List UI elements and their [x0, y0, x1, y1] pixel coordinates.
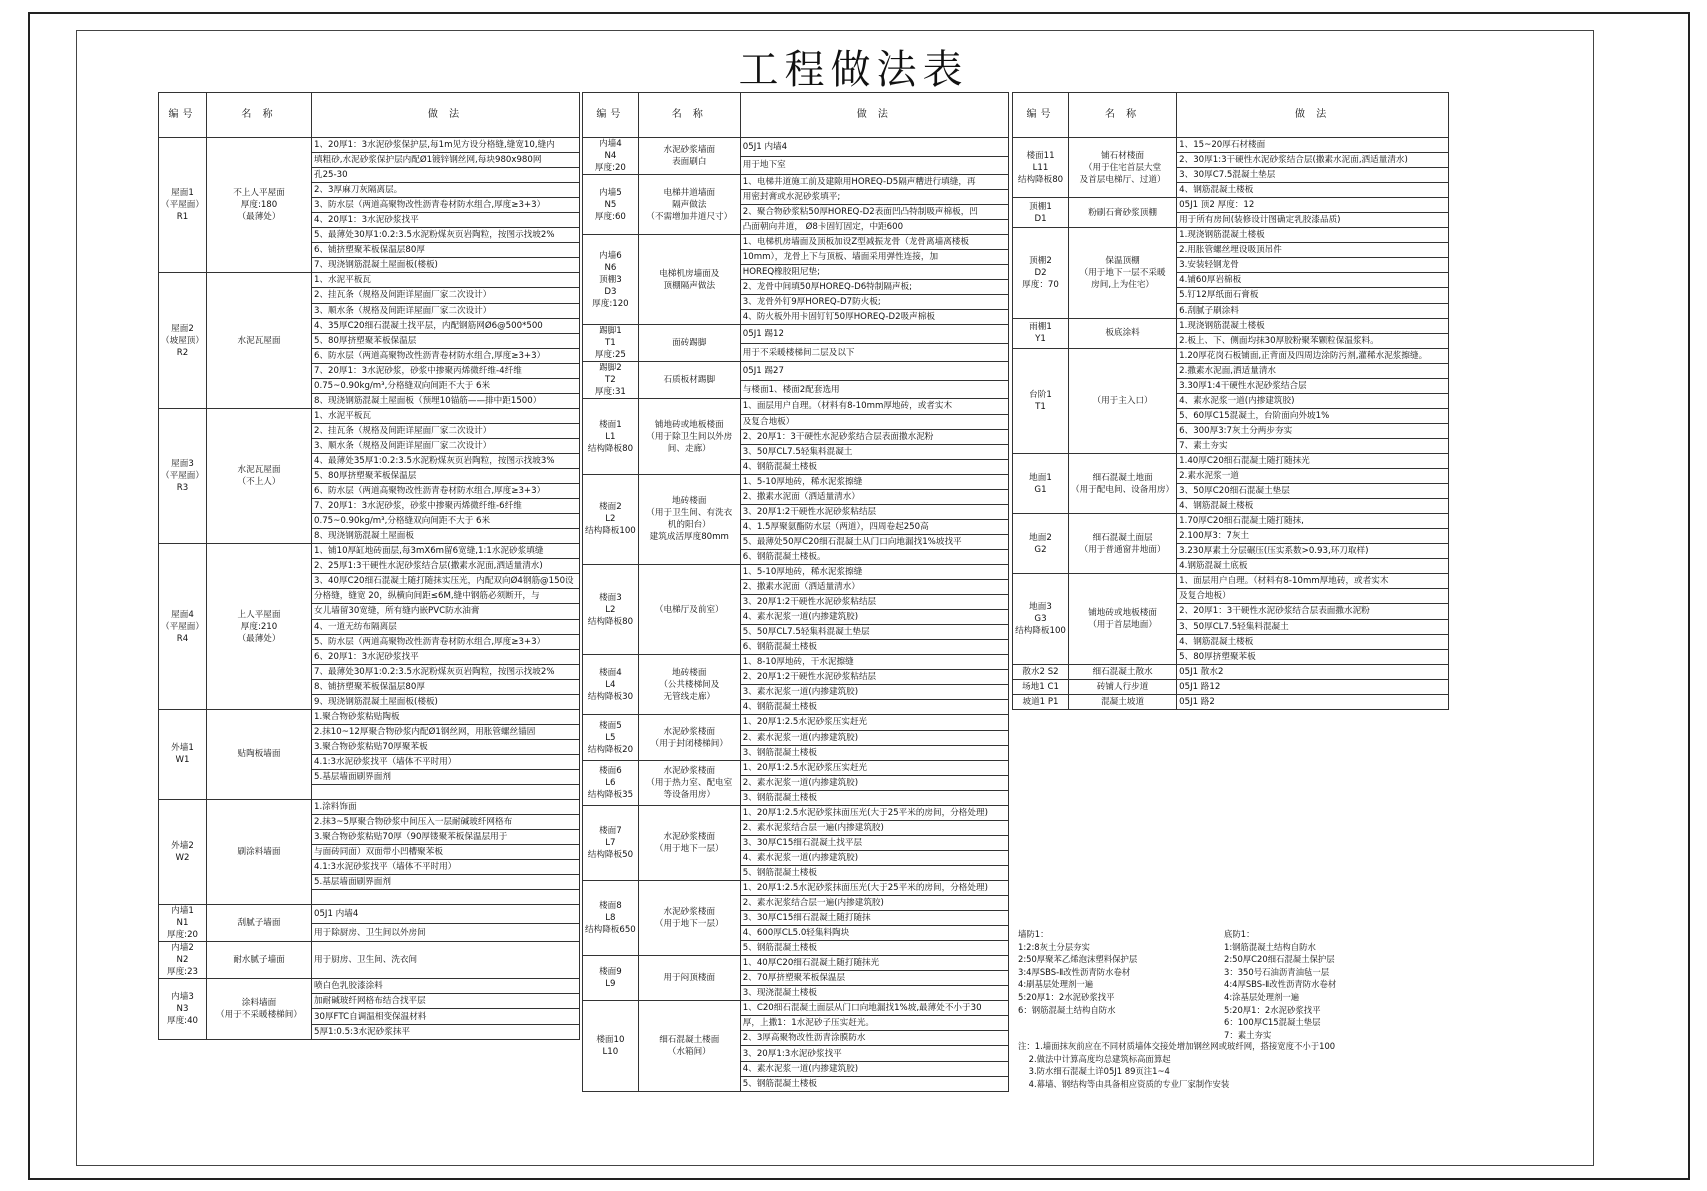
table-row [159, 273, 580, 288]
table-row [159, 408, 580, 423]
method-step: 05J1 踢27 [740, 362, 1008, 381]
method-step: 2、20厚1：3干硬性水泥砂浆结合层表面撒水泥粉 [740, 429, 1008, 444]
general-notes: 注：1.墙面抹灰前应在不同材质墙体交接处增加钢丝网或玻纤网，搭接宽度不小于100 2.做法中计算高度均总建筑标高面算起 3.防水细石混凝土详05J1 89页注1~4 4.幕墙、钢结构等由具备相应资质的专业厂家制作安装 [1018, 1041, 1336, 1089]
item-code: 场地1 C1 [1013, 679, 1069, 694]
table-row [583, 138, 1009, 157]
item-code: 楼面3 L2 结构降板80 [583, 564, 639, 654]
method-step: 1、面层用户自理。（材料有8-10mm厚地砖，或者实木 [740, 399, 1008, 414]
method-step: 与楼面1、楼面2配套选用 [740, 380, 1008, 399]
method-step: 2.撒素水泥面,洒适量清水 [1177, 363, 1449, 378]
method-step: 6、铺挤塑聚苯板保温层80厚 [312, 243, 580, 258]
method-step: 厚，上撒1：1水泥砂子压实赶光。 [740, 1016, 1008, 1031]
method-step: 4、防火板外用卡固钉钉50厚HOREQ-D2吸声棉板 [740, 310, 1008, 325]
item-code: 顶棚2 D2 厚度：70 [1013, 228, 1069, 318]
table-row [583, 655, 1009, 670]
method-step: 6、钢筋混凝土楼板。 [740, 549, 1008, 564]
method-step: 3、40厚C20细石混凝土随打随抹实压光，内配双向Ø4钢筋@150设 [312, 574, 580, 589]
item-name: 砖铺人行步道 [1069, 679, 1177, 694]
item-name: 地砖楼面 （用于卫生间、有洗衣 机的阳台） 建筑成活厚度80mm [638, 474, 740, 564]
table-row [583, 1001, 1009, 1016]
item-code: 踢脚2 T2 厚度:31 [583, 362, 639, 399]
method-step: 4、1.5厚聚氨酯防水层（两道），四周卷起250高 [740, 519, 1008, 534]
method-step: 7、最薄处30厚1:0.2:3.5水泥粉煤灰页岩陶粒，按图示找坡2% [312, 664, 580, 679]
method-step: 孔25-30 [312, 168, 580, 183]
method-step: 3、50厚CL7.5轻集料混凝土 [740, 444, 1008, 459]
header-method: 做 法 [740, 93, 1008, 138]
item-code: 楼面8 L8 结构降板650 [583, 880, 639, 955]
method-step: 5、最薄处30厚1:0.2:3.5水泥粉煤灰页岩陶粒，按图示找坡2% [312, 228, 580, 243]
item-code: 内墙4 N4 厚度:20 [583, 138, 639, 175]
method-step: 2.用胀管螺丝埋设吸顶吊件 [1177, 243, 1449, 258]
method-step: 用于地下室 [740, 156, 1008, 175]
item-name: 涂料墙面 （用于不采暖楼梯间） [207, 979, 312, 1039]
item-code: 坡道1 P1 [1013, 694, 1069, 709]
method-step: 3、20厚1:3水泥砂浆找平 [740, 1046, 1008, 1061]
table-row [1013, 514, 1449, 529]
method-step: 2、挂瓦条（规格及间距详屋面厂家二次设计） [312, 288, 580, 303]
item-name: 水泥砂浆墙面 表面刷白 [638, 138, 740, 175]
method-step: 0.75~0.90kg/m³,分格缝双向间距不大于 6米 [312, 514, 580, 529]
method-step: 3、钢筋混凝土楼板 [740, 745, 1008, 760]
item-name: 电梯井道墙面 隔声做法 （不需增加井道尺寸） [638, 175, 740, 235]
method-step: 4、素水泥浆一道(内掺建筑胶) [1177, 393, 1449, 408]
item-name: （电梯厅及前室） [638, 564, 740, 654]
method-step: 1、电梯机房墙面及顶板加设Z型减振龙骨（龙骨离墙离楼板 [740, 235, 1008, 250]
item-code: 屋面3 （平屋面） R3 [159, 408, 207, 543]
item-name: 水泥砂浆楼面 （用于地下一层） [638, 805, 740, 880]
method-step: 4、一道无纺布隔离层 [312, 619, 580, 634]
item-name: 刮腻子墙面 [207, 905, 312, 942]
method-step: 4、钢筋混凝土楼板 [740, 459, 1008, 474]
table-row [583, 362, 1009, 381]
header-row [159, 93, 580, 138]
table-row [583, 956, 1009, 971]
method-table [1012, 92, 1449, 710]
method-step: 2、素水泥浆一道(内掺建筑胶) [740, 730, 1008, 745]
item-code: 楼面4 L4 结构降板30 [583, 655, 639, 715]
item-name: 水泥砂浆楼面 （用于封闭楼梯间） [638, 715, 740, 760]
item-name: （用于主入口） [1069, 348, 1177, 453]
method-step: 1、20厚1:2.5水泥砂浆抹面压光(大于25平米的房间，分格处理) [740, 880, 1008, 895]
method-step: 3、50厚C20细石混凝土垫层 [1177, 484, 1449, 499]
table-row [1013, 348, 1449, 363]
table-row [1013, 453, 1449, 468]
item-name: 水泥瓦屋面 （不上人） [207, 408, 312, 543]
method-step: 1、水泥平板瓦 [312, 408, 580, 423]
method-step: 2、素水泥浆结合层一遍(内掺建筑胶) [740, 820, 1008, 835]
method-step: 加耐碱玻纤网格布结合找平层 [312, 994, 580, 1009]
table-row [583, 715, 1009, 730]
method-step: 1、电梯井道施工前及建隙用HOREQ-D5隔声糟进行填缝，再 [740, 175, 1008, 190]
method-step: 3、30厚C15细石混凝土随打随抹 [740, 911, 1008, 926]
method-step: 7、现浇钢筋混凝土屋面板(楼板) [312, 258, 580, 273]
item-code: 内墙2 N2 厚度:23 [159, 942, 207, 979]
item-code: 外墙2 W2 [159, 800, 207, 905]
item-code: 内墙3 N3 厚度:40 [159, 979, 207, 1039]
method-step [312, 890, 580, 905]
method-step: 1、40厚C20细石混凝土随打随抹光 [740, 956, 1008, 971]
method-step: 3、顺水条（规格及间距详屋面厂家二次设计） [312, 438, 580, 453]
table-column-2 [582, 92, 1009, 1092]
item-name: 石质板材踢脚 [638, 362, 740, 399]
method-step: HOREQ橡胶阻尼垫; [740, 265, 1008, 280]
method-step: 及复合地板） [740, 414, 1008, 429]
method-step: 1、铺10厚缸地砖面层,每3mX6m留6宽缝,1:1水泥砂浆填缝 [312, 544, 580, 559]
item-code: 内墙5 N5 厚度:60 [583, 175, 639, 235]
item-code: 顶棚1 D1 [1013, 198, 1069, 228]
method-step: 3.安装轻钢龙骨 [1177, 258, 1449, 273]
method-step: 3、30厚C7.5混凝土垫层 [1177, 168, 1449, 183]
method-step: 4.1:3水泥砂浆找平（墙体不平时用） [312, 860, 580, 875]
method-step: 0.75~0.90kg/m³,分格缝双向间距不大于 6米 [312, 378, 580, 393]
item-code: 内墙1 N1 厚度:20 [159, 905, 207, 942]
method-step: 7、20厚1：3水泥砂浆，砂浆中掺聚丙烯微纤维-6纤维 [312, 499, 580, 514]
item-name: 面砖踢脚 [638, 325, 740, 362]
method-step: 6.刮腻子刷涂料 [1177, 303, 1449, 318]
table-row [159, 138, 580, 153]
method-step: 3、20厚1:2干硬性水泥砂浆粘结层 [740, 595, 1008, 610]
method-step: 1.聚合物砂浆粘贴陶板 [312, 709, 580, 724]
item-code: 散水2 S2 [1013, 664, 1069, 679]
table-row [583, 760, 1009, 775]
item-name: 水泥瓦屋面 [207, 273, 312, 408]
method-step: 1、5-10厚地砖，稀水泥浆擦缝 [740, 564, 1008, 579]
method-step: 5.基层墙面刷界面剂 [312, 875, 580, 890]
method-step: 8、现浇钢筋混凝土屋面板 [312, 529, 580, 544]
item-name: 电梯机房墙面及 顶棚隔声做法 [638, 235, 740, 325]
method-step: 1、C20细石混凝土面层从门口向地漏找1%坡,最薄处不小于30 [740, 1001, 1008, 1016]
item-name: 铺地砖或地板楼面 （用于除卫生间以外房 间、走廊） [638, 399, 740, 474]
item-name: 混凝土坡道 [1069, 694, 1177, 709]
method-step: 5.钉12厚纸面石膏板 [1177, 288, 1449, 303]
method-step: 4、素水泥浆一道(内掺建筑胶) [740, 1061, 1008, 1076]
method-step: 10mm），龙骨上下与顶板、墙面采用弹性连接，加 [740, 250, 1008, 265]
method-step: 3、现浇混凝土楼板 [740, 986, 1008, 1001]
item-name: 水泥砂浆楼面 （用于热力室、配电室 等设备用房） [638, 760, 740, 805]
item-name: 贴陶板墙面 [207, 709, 312, 799]
method-step: 用于除厨房、卫生间以外房间 [312, 923, 580, 942]
method-step: 用密封膏或水泥砂浆填平; [740, 190, 1008, 205]
header-code: 编号 [583, 93, 639, 138]
method-step: 3.聚合物砂浆粘贴70厚聚苯板 [312, 739, 580, 754]
method-step: 3、龙骨外钉9厚HOREQ-D7防火板; [740, 295, 1008, 310]
method-table [158, 92, 580, 1040]
wall-waterproof-note: 墙防1： 1:2:8灰土分层夯实 2:50厚聚苯乙烯泡沫塑料保护层 3:4厚SBS-Ⅱ改性沥青防水卷材 4:刷基层处理剂一遍 5:20厚1：2水泥砂浆找平 6：钢筋混凝土结构自防水 [1018, 929, 1138, 1015]
table-row [583, 805, 1009, 820]
item-name: 保温顶棚 （用于地下一层不采暖 房间,上为住宅） [1069, 228, 1177, 318]
item-name: 刷涂料墙面 [207, 800, 312, 905]
method-step: 05J1 内墙4 [740, 138, 1008, 157]
method-step: 1.40厚C20细石混凝土随打随抹光 [1177, 453, 1449, 468]
method-step: 5、60厚C15混凝土，台阶面向外坡1% [1177, 408, 1449, 423]
method-step: 用于不采暖楼梯间二层及以下 [740, 343, 1008, 362]
method-step: 与面砖同面）双面带小凹槽聚苯板 [312, 845, 580, 860]
method-step: 9、现浇钢筋混凝土屋面板(楼板) [312, 694, 580, 709]
table-row [1013, 574, 1449, 589]
table-row [1013, 694, 1449, 709]
table-row [583, 399, 1009, 414]
method-step: 3.230厚素土分层碾压(压实系数>0.93,环刀取样) [1177, 544, 1449, 559]
item-code: 楼面9 L9 [583, 956, 639, 1001]
item-name: 细石混凝土地面 （用于配电间、设备用房） [1069, 453, 1177, 513]
method-step: 4.1:3水泥砂浆找平（墙体不平时用） [312, 754, 580, 769]
method-step: 2、20厚1:2干硬性水泥砂浆粘结层 [740, 670, 1008, 685]
table-row [583, 175, 1009, 190]
item-code: 地面2 G2 [1013, 514, 1069, 574]
method-step: 4、钢筋混凝土楼板 [740, 700, 1008, 715]
method-step: 1.现浇钢筋混凝土楼板 [1177, 318, 1449, 333]
method-step: 5、50厚CL7.5轻集料混凝土垫层 [740, 625, 1008, 640]
item-name: 细石混凝土面层 （用于普通窗井地面） [1069, 514, 1177, 574]
method-step [312, 785, 580, 800]
item-name: 用于闷顶楼面 [638, 956, 740, 1001]
method-step: 3、50厚CL7.5轻集料混凝土 [1177, 619, 1449, 634]
method-step: 1.20厚花岗石板铺面,正背面及四周边涂防污剂,灌稀水泥浆擦缝。 [1177, 348, 1449, 363]
method-step: 用于厨房、卫生间、洗衣间 [312, 942, 580, 979]
table-column-3 [1012, 92, 1449, 710]
item-name: 上人平屋面 厚度:210 （最薄处） [207, 544, 312, 710]
method-step: 3、顺水条（规格及间距详屋面厂家二次设计） [312, 303, 580, 318]
table-row [583, 564, 1009, 579]
method-step: 4、600厚CL5.0轻集料陶块 [740, 926, 1008, 941]
method-step: 1、20厚1:2.5水泥砂浆抹面压光(大于25平米的房间，分格处理) [740, 805, 1008, 820]
item-code: 地面3 G3 结构降板100 [1013, 574, 1069, 664]
method-step: 2.100厚3：7灰土 [1177, 529, 1449, 544]
item-name: 地砖楼面 （公共楼梯间及 无管线走廊） [638, 655, 740, 715]
method-step: 4.钢筋混凝土底板 [1177, 559, 1449, 574]
table-row [583, 474, 1009, 489]
table-row [159, 979, 580, 994]
method-step: 4、素水泥浆一道(内掺建筑胶) [740, 850, 1008, 865]
method-step: 2、龙骨中间填50厚HOREQ-D6特制隔声板; [740, 280, 1008, 295]
method-step: 1、15~20厚石材楼面 [1177, 138, 1449, 153]
header-name: 名 称 [207, 93, 312, 138]
method-step: 4、35厚C20细石混凝土找平层，内配钢筋网Ø6@500*500 [312, 318, 580, 333]
method-step: 05J1 顶2 厚度：12 [1177, 198, 1449, 213]
method-step: 用于所有房间(装修设计图确定乳胶漆品质) [1177, 213, 1449, 228]
method-step: 05J1 内墙4 [312, 905, 580, 924]
table-row [159, 905, 580, 924]
method-step: 5、钢筋混凝土楼板 [740, 1076, 1008, 1091]
floor-waterproof-note: 底防1： 1:钢筋混凝土结构自防水 2:50厚C20细石混凝土保护层 3：350号石油沥青油毡一层 4:4厚SBS-Ⅱ改性沥青防水卷材 4:涂基层处理剂一遍 5:20厚1：2水泥砂浆找平 6：100厚C15混凝土垫层 7：素土夯实 [1224, 929, 1337, 1040]
method-step: 喷白色乳胶漆涂料 [312, 979, 580, 994]
method-step: 3、20厚1:2干硬性水泥砂浆粘结层 [740, 504, 1008, 519]
method-step: 3、30厚C15细石混凝土找平层 [740, 835, 1008, 850]
method-step: 5、80厚挤塑聚苯板保温层 [312, 469, 580, 484]
item-code: 楼面11 L11 结构降板80 [1013, 138, 1069, 198]
page-title: 工程做法表 [738, 47, 969, 93]
item-code: 踢脚1 T1 厚度:25 [583, 325, 639, 362]
item-code: 楼面10 L10 [583, 1001, 639, 1091]
item-code: 雨棚1 Y1 [1013, 318, 1069, 348]
header-name: 名 称 [638, 93, 740, 138]
method-step: 1、8-10厚地砖，干水泥擦缝 [740, 655, 1008, 670]
method-step: 4、钢筋混凝土楼板 [1177, 634, 1449, 649]
method-step: 5、最薄处50厚C20细石混凝土从门口向地漏找1%坡找平 [740, 534, 1008, 549]
method-step: 1.70厚C20细石混凝土随打随抹, [1177, 514, 1449, 529]
method-step: 4、最薄处35厚1:0.2:3.5水泥粉煤灰页岩陶粒，按图示找坡3% [312, 453, 580, 468]
method-step: 7、素土夯实 [1177, 438, 1449, 453]
method-step: 8、现浇钢筋混凝土屋面板（预埋10锚筋——排中距1500） [312, 393, 580, 408]
method-step: 5厚1:0.5:3水泥砂浆抹平 [312, 1024, 580, 1039]
item-code: 台阶1 T1 [1013, 348, 1069, 453]
method-step: 2.抹3~5厚聚合物砂浆中间压入一层耐碱玻纤网格布 [312, 815, 580, 830]
method-step: 6、20厚1：3水泥砂浆找平 [312, 649, 580, 664]
method-step: 1、20厚1:2.5水泥砂浆压实赶光 [740, 760, 1008, 775]
method-step: 填粗砂,水泥砂浆保护层内配Ø1镀锌钢丝网,每块980x980网 [312, 153, 580, 168]
method-step: 2、25厚1:3干硬性水泥砂浆结合层(撒素水泥面,洒适量清水) [312, 559, 580, 574]
method-step: 2、撒素水泥面（洒适量清水） [740, 580, 1008, 595]
method-step: 6、防水层（两道高聚物改性沥青卷材防水组合,厚度≥3+3） [312, 484, 580, 499]
table-row [1013, 679, 1449, 694]
method-step: 6、钢筋混凝土楼板 [740, 640, 1008, 655]
method-step: 6、防水层（两道高聚物改性沥青卷材防水组合,厚度≥3+3） [312, 348, 580, 363]
header-row [1013, 93, 1449, 138]
method-step: 分格缝，缝宽 20，纵横向间距≤6M,缝中钢筋必须断开，与 [312, 589, 580, 604]
item-name: 铺地砖或地板楼面 （用于首层地面） [1069, 574, 1177, 664]
table-row [159, 800, 580, 815]
header-method: 做 法 [312, 93, 580, 138]
method-step: 05J1 踢12 [740, 325, 1008, 344]
method-step: 5、钢筋混凝土楼板 [740, 865, 1008, 880]
method-step: 2.素水泥浆一道 [1177, 469, 1449, 484]
item-code: 楼面5 L5 结构降板20 [583, 715, 639, 760]
method-step: 05J1 路2 [1177, 694, 1449, 709]
method-step: 1、水泥平板瓦 [312, 273, 580, 288]
item-code: 楼面1 L1 结构降板80 [583, 399, 639, 474]
method-step: 5.基层墙面刷界面剂 [312, 769, 580, 784]
item-code: 屋面1 （平屋面） R1 [159, 138, 207, 273]
method-step: 1、5-10厚地砖，稀水泥浆擦缝 [740, 474, 1008, 489]
method-step: 2、素水泥浆结合层一遍(内掺建筑胶) [740, 896, 1008, 911]
method-step: 2、3厚麻刀灰隔离层。 [312, 183, 580, 198]
method-step: 2.板上、下、侧面均抹30厚胶粉聚苯颗粒保温浆料。 [1177, 333, 1449, 348]
method-step: 5、钢筋混凝土楼板 [740, 941, 1008, 956]
method-step: 2.抹10~12厚聚合物砂浆内配Ø1钢丝网，用胀管螺丝锚固 [312, 724, 580, 739]
method-step: 2、撒素水泥面（洒适量清水） [740, 489, 1008, 504]
method-step: 2、20厚1：3干硬性水泥砂浆结合层表面撒水泥粉 [1177, 604, 1449, 619]
method-step: 1.现浇钢筋混凝土楼板 [1177, 228, 1449, 243]
item-code: 屋面4 （平屋面） R4 [159, 544, 207, 710]
method-step: 3.30厚1:4干硬性水泥砂浆结合层 [1177, 378, 1449, 393]
method-step: 凸面朝向井道， Ø8卡固钉固定，中距600 [740, 220, 1008, 235]
method-table [582, 92, 1009, 1092]
item-code: 外墙1 W1 [159, 709, 207, 799]
method-step: 1、20厚1:2.5水泥砂浆压实赶光 [740, 715, 1008, 730]
header-name: 名 称 [1069, 93, 1177, 138]
method-step: 4、钢筋混凝土楼板 [1177, 499, 1449, 514]
method-step: 5、80厚挤塑聚苯板保温层 [312, 333, 580, 348]
item-name: 粉刷石膏砂浆顶棚 [1069, 198, 1177, 228]
method-step: 2、聚合物砂浆粘50厚HOREQ-D2表面凹凸特制吸声棉板，凹 [740, 205, 1008, 220]
table-row [159, 942, 580, 979]
table-row [583, 880, 1009, 895]
item-code: 内墙6 N6 顶棚3 D3 厚度:120 [583, 235, 639, 325]
method-step: 4、素水泥浆一道(内掺建筑胶) [740, 610, 1008, 625]
method-step: 2、挂瓦条（规格及间距详屋面厂家二次设计） [312, 423, 580, 438]
table-row [1013, 664, 1449, 679]
item-code: 楼面7 L7 结构降板50 [583, 805, 639, 880]
item-name: 不上人平屋面 厚度:180 （最薄处） [207, 138, 312, 273]
method-step: 3.聚合物砂浆粘贴70厚（90厚镂聚苯板保温层用于 [312, 830, 580, 845]
method-step: 1、面层用户自理。（材料有8-10mm厚地砖，或者实木 [1177, 574, 1449, 589]
method-step: 05J1 路12 [1177, 679, 1449, 694]
method-step: 2、3厚高聚物改性沥青涂膜防水 [740, 1031, 1008, 1046]
method-step: 及复合地板） [1177, 589, 1449, 604]
method-step: 女儿墙留30宽缝，所有缝内嵌PVC防水油膏 [312, 604, 580, 619]
method-step: 5、防水层（两道高聚物改性沥青卷材防水组合,厚度≥3+3） [312, 634, 580, 649]
header-method: 做 法 [1177, 93, 1449, 138]
item-name: 细石混凝土散水 [1069, 664, 1177, 679]
item-code: 地面1 G1 [1013, 453, 1069, 513]
table-row [159, 709, 580, 724]
item-name: 铺石材楼面 （用于住宅首层大堂 及首层电梯厅、过道） [1069, 138, 1177, 198]
method-step: 2、70厚挤塑聚苯板保温层 [740, 971, 1008, 986]
item-name: 耐水腻子墙面 [207, 942, 312, 979]
method-step: 5、80厚挤塑聚苯板 [1177, 649, 1449, 664]
method-step: 4、20厚1：3水泥砂浆找平 [312, 213, 580, 228]
method-step: 30厚FTC自调温相变保温材料 [312, 1009, 580, 1024]
method-step: 2、30厚1:3干硬性水泥砂浆结合层(撒素水泥面,洒适量清水) [1177, 153, 1449, 168]
table-column-1 [158, 92, 580, 1040]
item-name: 板底涂料 [1069, 318, 1177, 348]
table-row [1013, 318, 1449, 333]
header-code: 编号 [1013, 93, 1069, 138]
method-step: 4.铺60厚岩棉板 [1177, 273, 1449, 288]
item-code: 楼面2 L2 结构降板100 [583, 474, 639, 564]
table-row [159, 544, 580, 559]
header-code: 编号 [159, 93, 207, 138]
method-step: 4、钢筋混凝土楼板 [1177, 183, 1449, 198]
method-step: 3、素水泥浆一道(内掺建筑胶) [740, 685, 1008, 700]
table-row [1013, 198, 1449, 213]
method-step: 6、300厚3:7灰土分两步夯实 [1177, 423, 1449, 438]
table-row [583, 325, 1009, 344]
item-name: 细石混凝土楼面 （水箱间） [638, 1001, 740, 1091]
method-step: 1、20厚1：3水泥砂浆保护层,每1m见方设分格缝,缝宽10,缝内 [312, 138, 580, 153]
table-row [583, 235, 1009, 250]
header-row [583, 93, 1009, 138]
method-step: 8、铺挤塑聚苯板保温层80厚 [312, 679, 580, 694]
item-code: 楼面6 L6 结构降板35 [583, 760, 639, 805]
item-name: 水泥砂浆楼面 （用于地下一层） [638, 880, 740, 955]
method-step: 1.涂料饰面 [312, 800, 580, 815]
table-row [1013, 228, 1449, 243]
method-step: 05J1 散水2 [1177, 664, 1449, 679]
method-step: 3、钢筋混凝土楼板 [740, 790, 1008, 805]
method-step: 7、20厚1：3水泥砂浆，砂浆中掺聚丙烯微纤维-4纤维 [312, 363, 580, 378]
method-step: 2、素水泥浆一道(内掺建筑胶) [740, 775, 1008, 790]
method-step: 3、防水层（两道高聚物改性沥青卷材防水组合,厚度≥3+3） [312, 198, 580, 213]
item-code: 屋面2 （坡屋顶） R2 [159, 273, 207, 408]
table-row [1013, 138, 1449, 153]
